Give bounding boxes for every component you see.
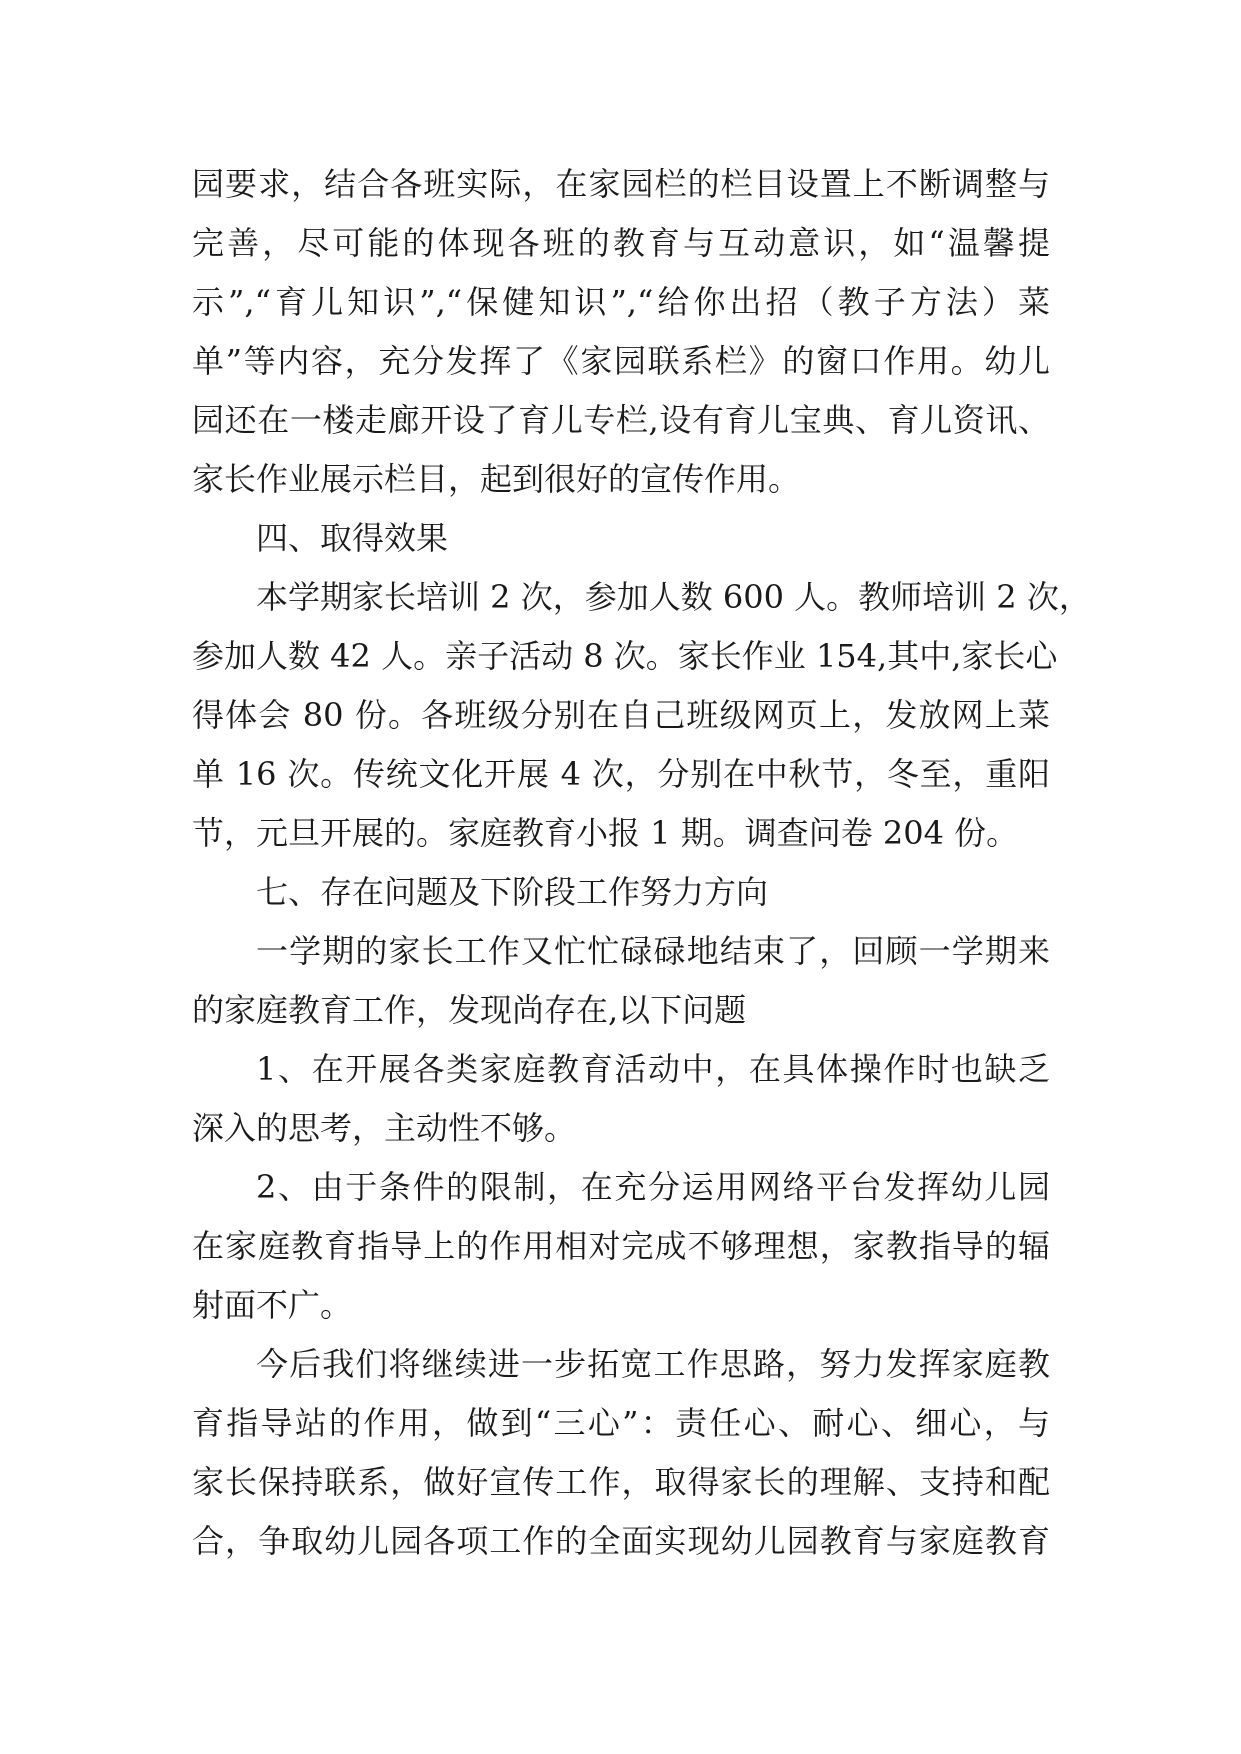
text-line: 今后我们将继续进一步拓宽工作思路，努力发挥家庭教 <box>256 1345 1050 1383</box>
text-line: 参加人数 42 人。亲子活动 8 次。家长作业 154,其中,家长心 <box>192 637 1058 675</box>
text-line: 1、在开展各类家庭教育活动中，在具体操作时也缺乏 <box>256 1050 1050 1088</box>
text-line: 园要求，结合各班实际，在家园栏的栏目设置上不断调整与 <box>192 165 1050 203</box>
text-line: 在家庭教育指导上的作用相对完成不够理想，家教指导的辐 <box>192 1227 1050 1265</box>
text-line: 单”等内容，充分发挥了《家园联系栏》的窗口作用。幼儿 <box>192 342 1050 380</box>
text-line: 单 16 次。传统文化开展 4 次，分别在中秋节，冬至，重阳 <box>192 755 1050 793</box>
text-line: 完善，尽可能的体现各班的教育与互动意识，如“温馨提 <box>192 224 1050 262</box>
text-line: 得体会 80 份。各班级分别在自己班级网页上，发放网上菜 <box>192 696 1050 734</box>
text-line: 射面不广。 <box>192 1286 353 1324</box>
text-line: 示”,“育儿知识”,“保健知识”,“给你出招（教子方法）菜 <box>192 283 1050 321</box>
document-body <box>192 155 1091 1571</box>
text-line: 节，元旦开展的。家庭教育小报 1 期。调查问卷 204 份。 <box>192 814 1019 852</box>
text-line: 2、由于条件的限制，在充分运用网络平台发挥幼儿园 <box>256 1168 1050 1206</box>
text-line: 一学期的家长工作又忙忙碌碌地结束了，回顾一学期来 <box>256 932 1050 970</box>
text-line: 的家庭教育工作，发现尚存在,以下问题 <box>192 991 747 1029</box>
text-line: 本学期家长培训 2 次，参加人数 600 人。教师培训 2 次， <box>256 578 1091 616</box>
text-line: 园还在一楼走廊开设了育儿专栏,设有育儿宝典、育儿资讯、 <box>192 401 1050 439</box>
section-heading: 四、取得效果 <box>256 519 449 557</box>
text-line: 深入的思考，主动性不够。 <box>192 1109 577 1147</box>
text-line: 家长保持联系，做好宣传工作，取得家长的理解、支持和配 <box>192 1463 1050 1501</box>
section-heading: 七、存在问题及下阶段工作努力方向 <box>256 873 769 911</box>
text-line: 合，争取幼儿园各项工作的全面实现幼儿园教育与家庭教育 <box>192 1522 1050 1560</box>
text-line: 家长作业展示栏目，起到很好的宣传作用。 <box>192 460 801 498</box>
text-line: 育指导站的作用，做到“三心”：责任心、耐心、细心，与 <box>192 1404 1050 1442</box>
